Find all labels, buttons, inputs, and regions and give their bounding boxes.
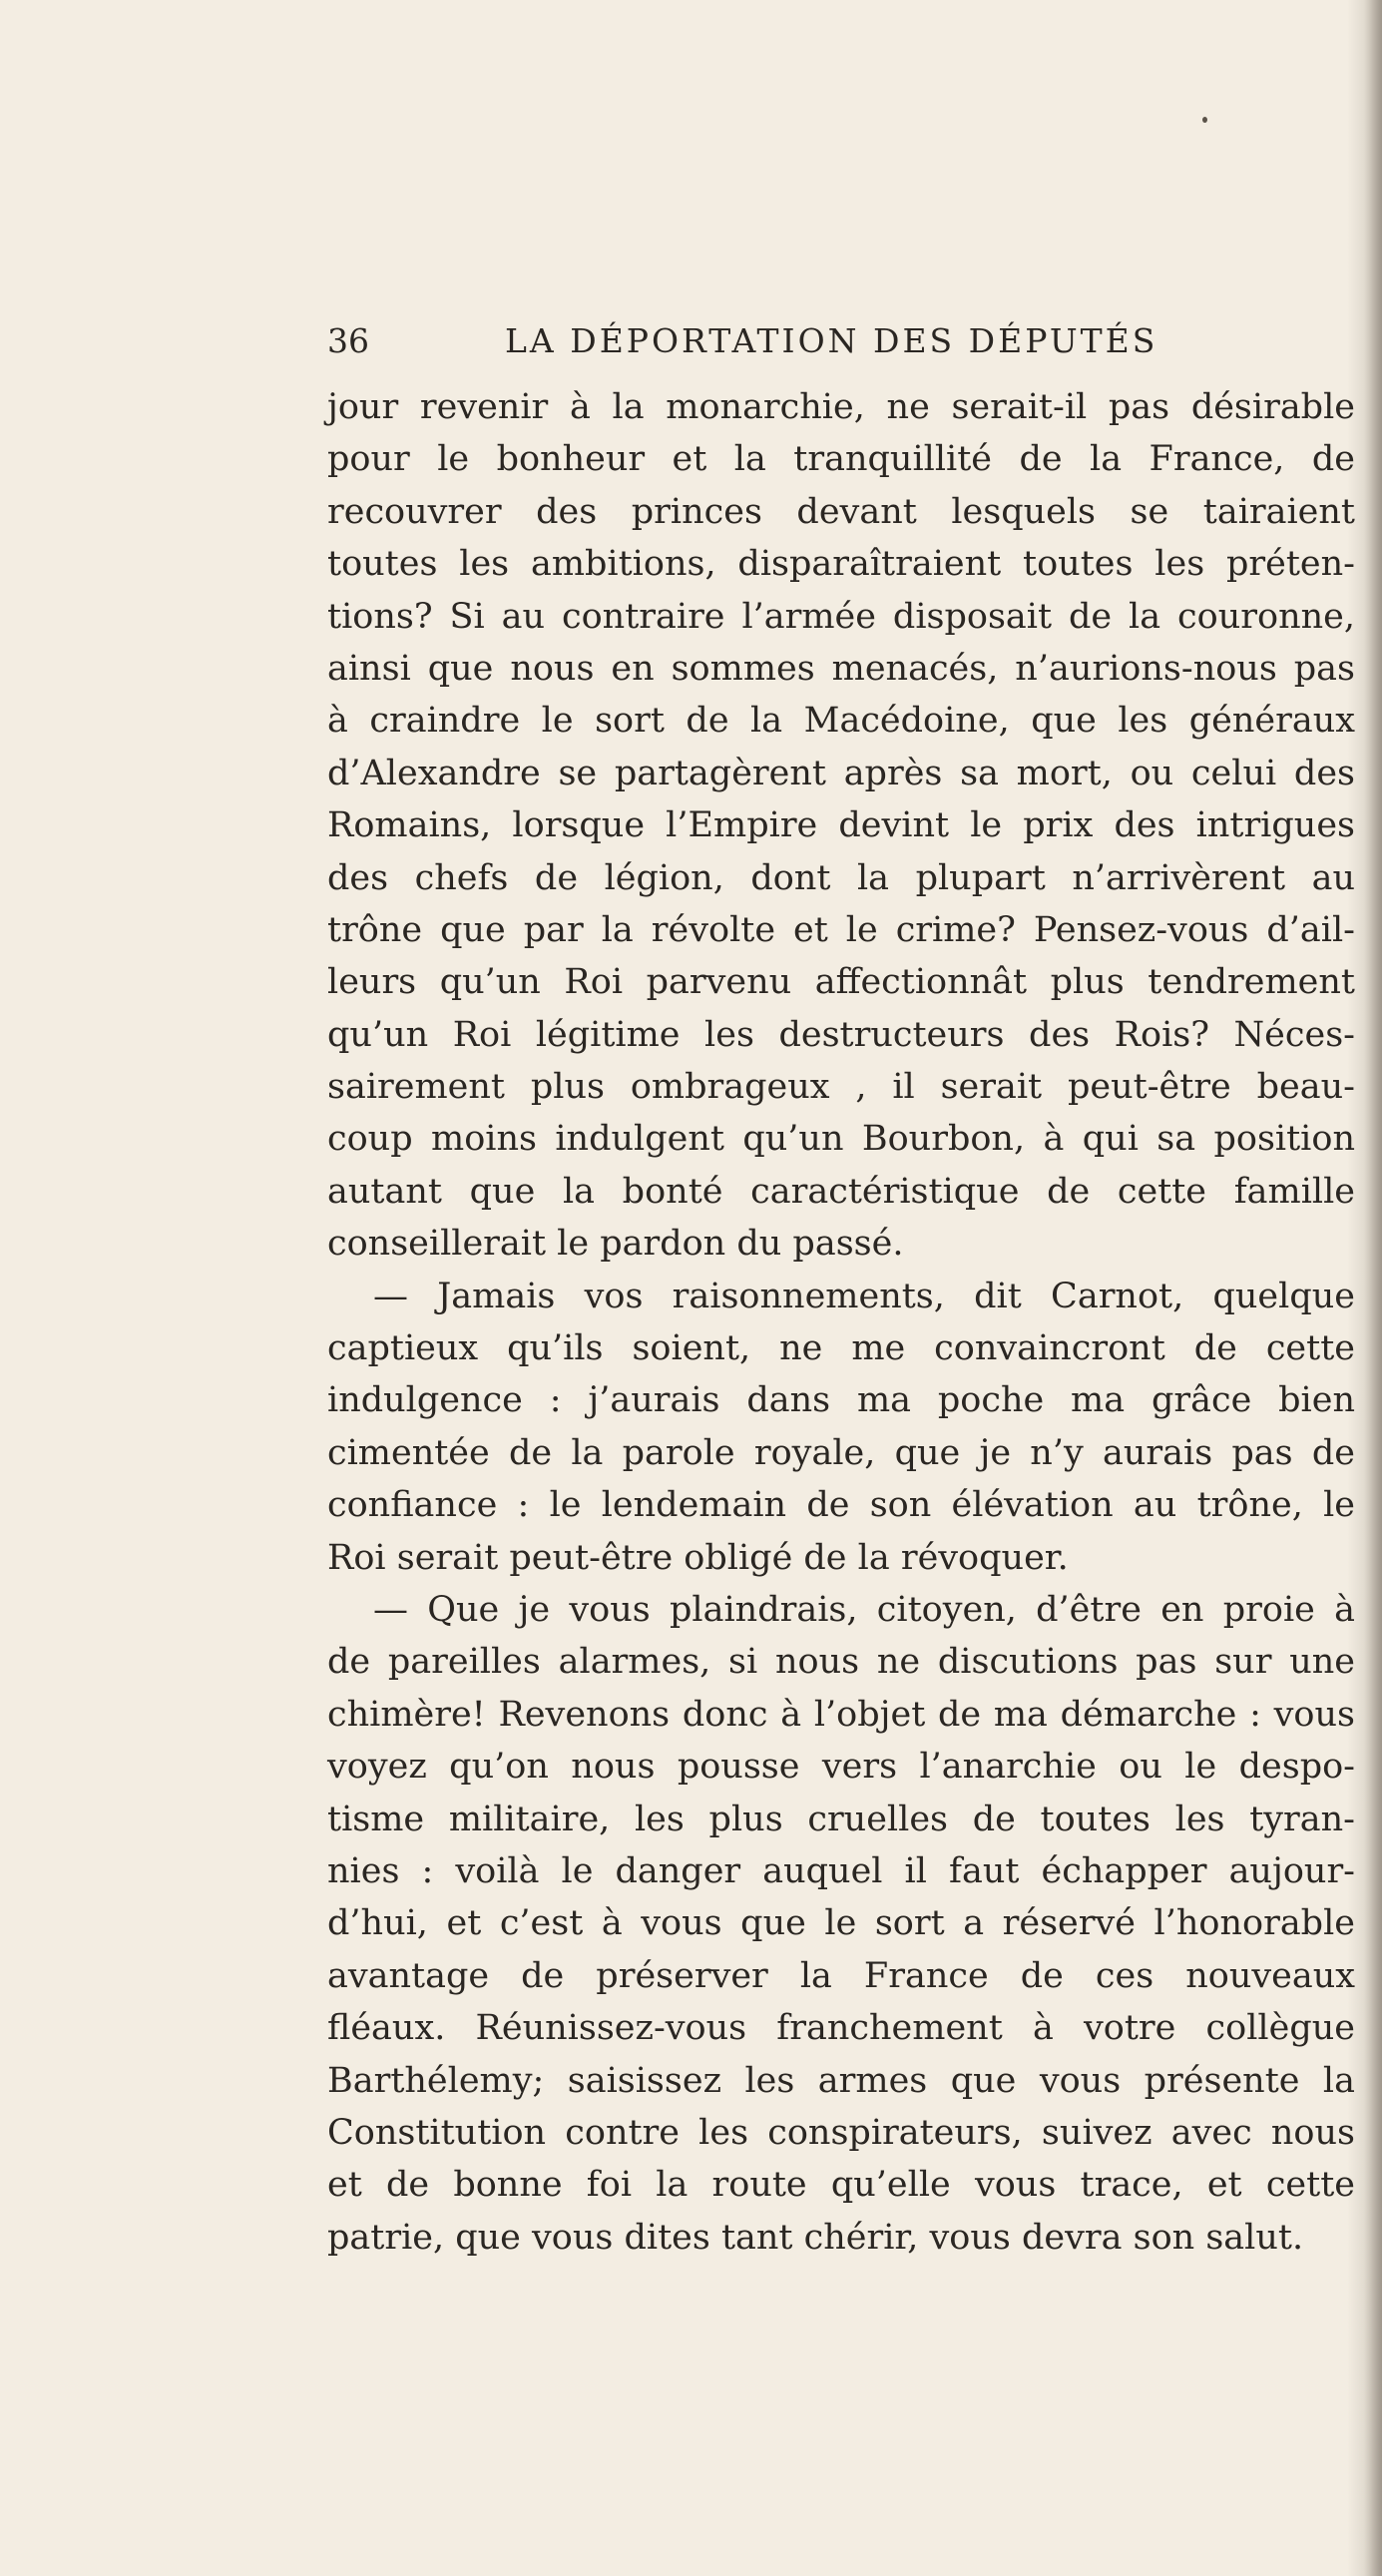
text-line: — Jamais vos raisonnements, dit Carnot, quelque (373, 1276, 1355, 1316)
page-number: 36 (327, 321, 369, 360)
text-line: confiance : le lendemain de son élévation au trône, le (327, 1485, 1355, 1526)
ink-speck (1202, 117, 1207, 123)
text-line: recouvrer des princes devant lesquels se tairaient (327, 491, 1355, 532)
text-line: cimentée de la parole royale, que je n’y aurais pas de (327, 1432, 1355, 1473)
text-line: d’Alexandre se partagèrent après sa mort, ou celui des (327, 753, 1355, 793)
text-line: à craindre le sort de la Macédoine, que les généraux (327, 701, 1355, 742)
text-line: coup moins indulgent qu’un Bourbon, à qui sa position (327, 1119, 1355, 1160)
running-title: LA DÉPORTATION DES DÉPUTÉS (505, 321, 1158, 360)
text-line: Roi serait peut-être obligé de la révoquer. (327, 1537, 1069, 1578)
text-line: Romains, lorsque l’Empire devint le prix des intrigues (327, 805, 1355, 846)
text-line: voyez qu’on nous pousse vers l’anarchie ou le despo- (327, 1747, 1355, 1788)
text-line: et de bonne foi la route qu’elle vous trace, et cette (327, 2165, 1355, 2206)
text-line: sairement plus ombrageux , il serait peut-être beau- (327, 1067, 1355, 1108)
text-line: chimère! Revenons donc à l’objet de ma démarche : vous (327, 1694, 1355, 1735)
text-line: — Que je vous plaindrais, citoyen, d’être en proie à (373, 1589, 1355, 1630)
text-line: captieux qu’ils soient, ne me convaincront de cette (327, 1328, 1355, 1369)
text-line: nies : voilà le danger auquel il faut échapper aujour- (327, 1850, 1355, 1891)
text-line: patrie, que vous dites tant chérir, vous devra son salut. (327, 2217, 1304, 2258)
body-text (327, 381, 1355, 2264)
text-line: tisme militaire, les plus cruelles de toutes les tyran- (327, 1799, 1355, 1839)
page-edge-shadow (1364, 0, 1382, 2576)
text-line: de pareilles alarmes, si nous ne discutions pas sur une (327, 1642, 1355, 1683)
text-line: indulgence : j’aurais dans ma poche ma grâce bien (327, 1380, 1355, 1421)
text-line: jour revenir à la monarchie, ne serait-il pas désirable (327, 387, 1355, 427)
text-line: tions? Si au contraire l’armée disposait de la couronne, (327, 596, 1355, 637)
text-line: fléaux. Réunissez-vous franchement à votre collègue (327, 2008, 1355, 2049)
text-line: ainsi que nous en sommes menacés, n’aurions-nous pas (327, 648, 1355, 689)
text-line: leurs qu’un Roi parvenu affectionnât plus tendrement (327, 962, 1355, 1003)
text-line: Constitution contre les conspirateurs, suivez avec nous (327, 2112, 1355, 2153)
text-line: avantage de préserver la France de ces nouveaux (327, 1955, 1355, 1996)
text-line: autant que la bonté caractéristique de cette famille (327, 1171, 1355, 1212)
text-line: pour le bonheur et la tranquillité de la France, de (327, 439, 1355, 480)
text-line: des chefs de légion, dont la plupart n’arrivèrent au (327, 857, 1355, 898)
text-line: conseillerait le pardon du passé. (327, 1224, 904, 1265)
page-header (327, 321, 1355, 371)
text-line: trône que par la révolte et le crime? Pensez-vous d’ail- (327, 909, 1355, 950)
text-line: toutes les ambitions, disparaîtraient toutes les préten- (327, 544, 1355, 585)
text-line: qu’un Roi légitime les destructeurs des Rois? Néces- (327, 1014, 1355, 1055)
text-line: d’hui, et c’est à vous que le sort a réservé l’honorable (327, 1903, 1355, 1944)
text-line: Barthélemy; saisissez les armes que vous présente la (327, 2060, 1355, 2101)
